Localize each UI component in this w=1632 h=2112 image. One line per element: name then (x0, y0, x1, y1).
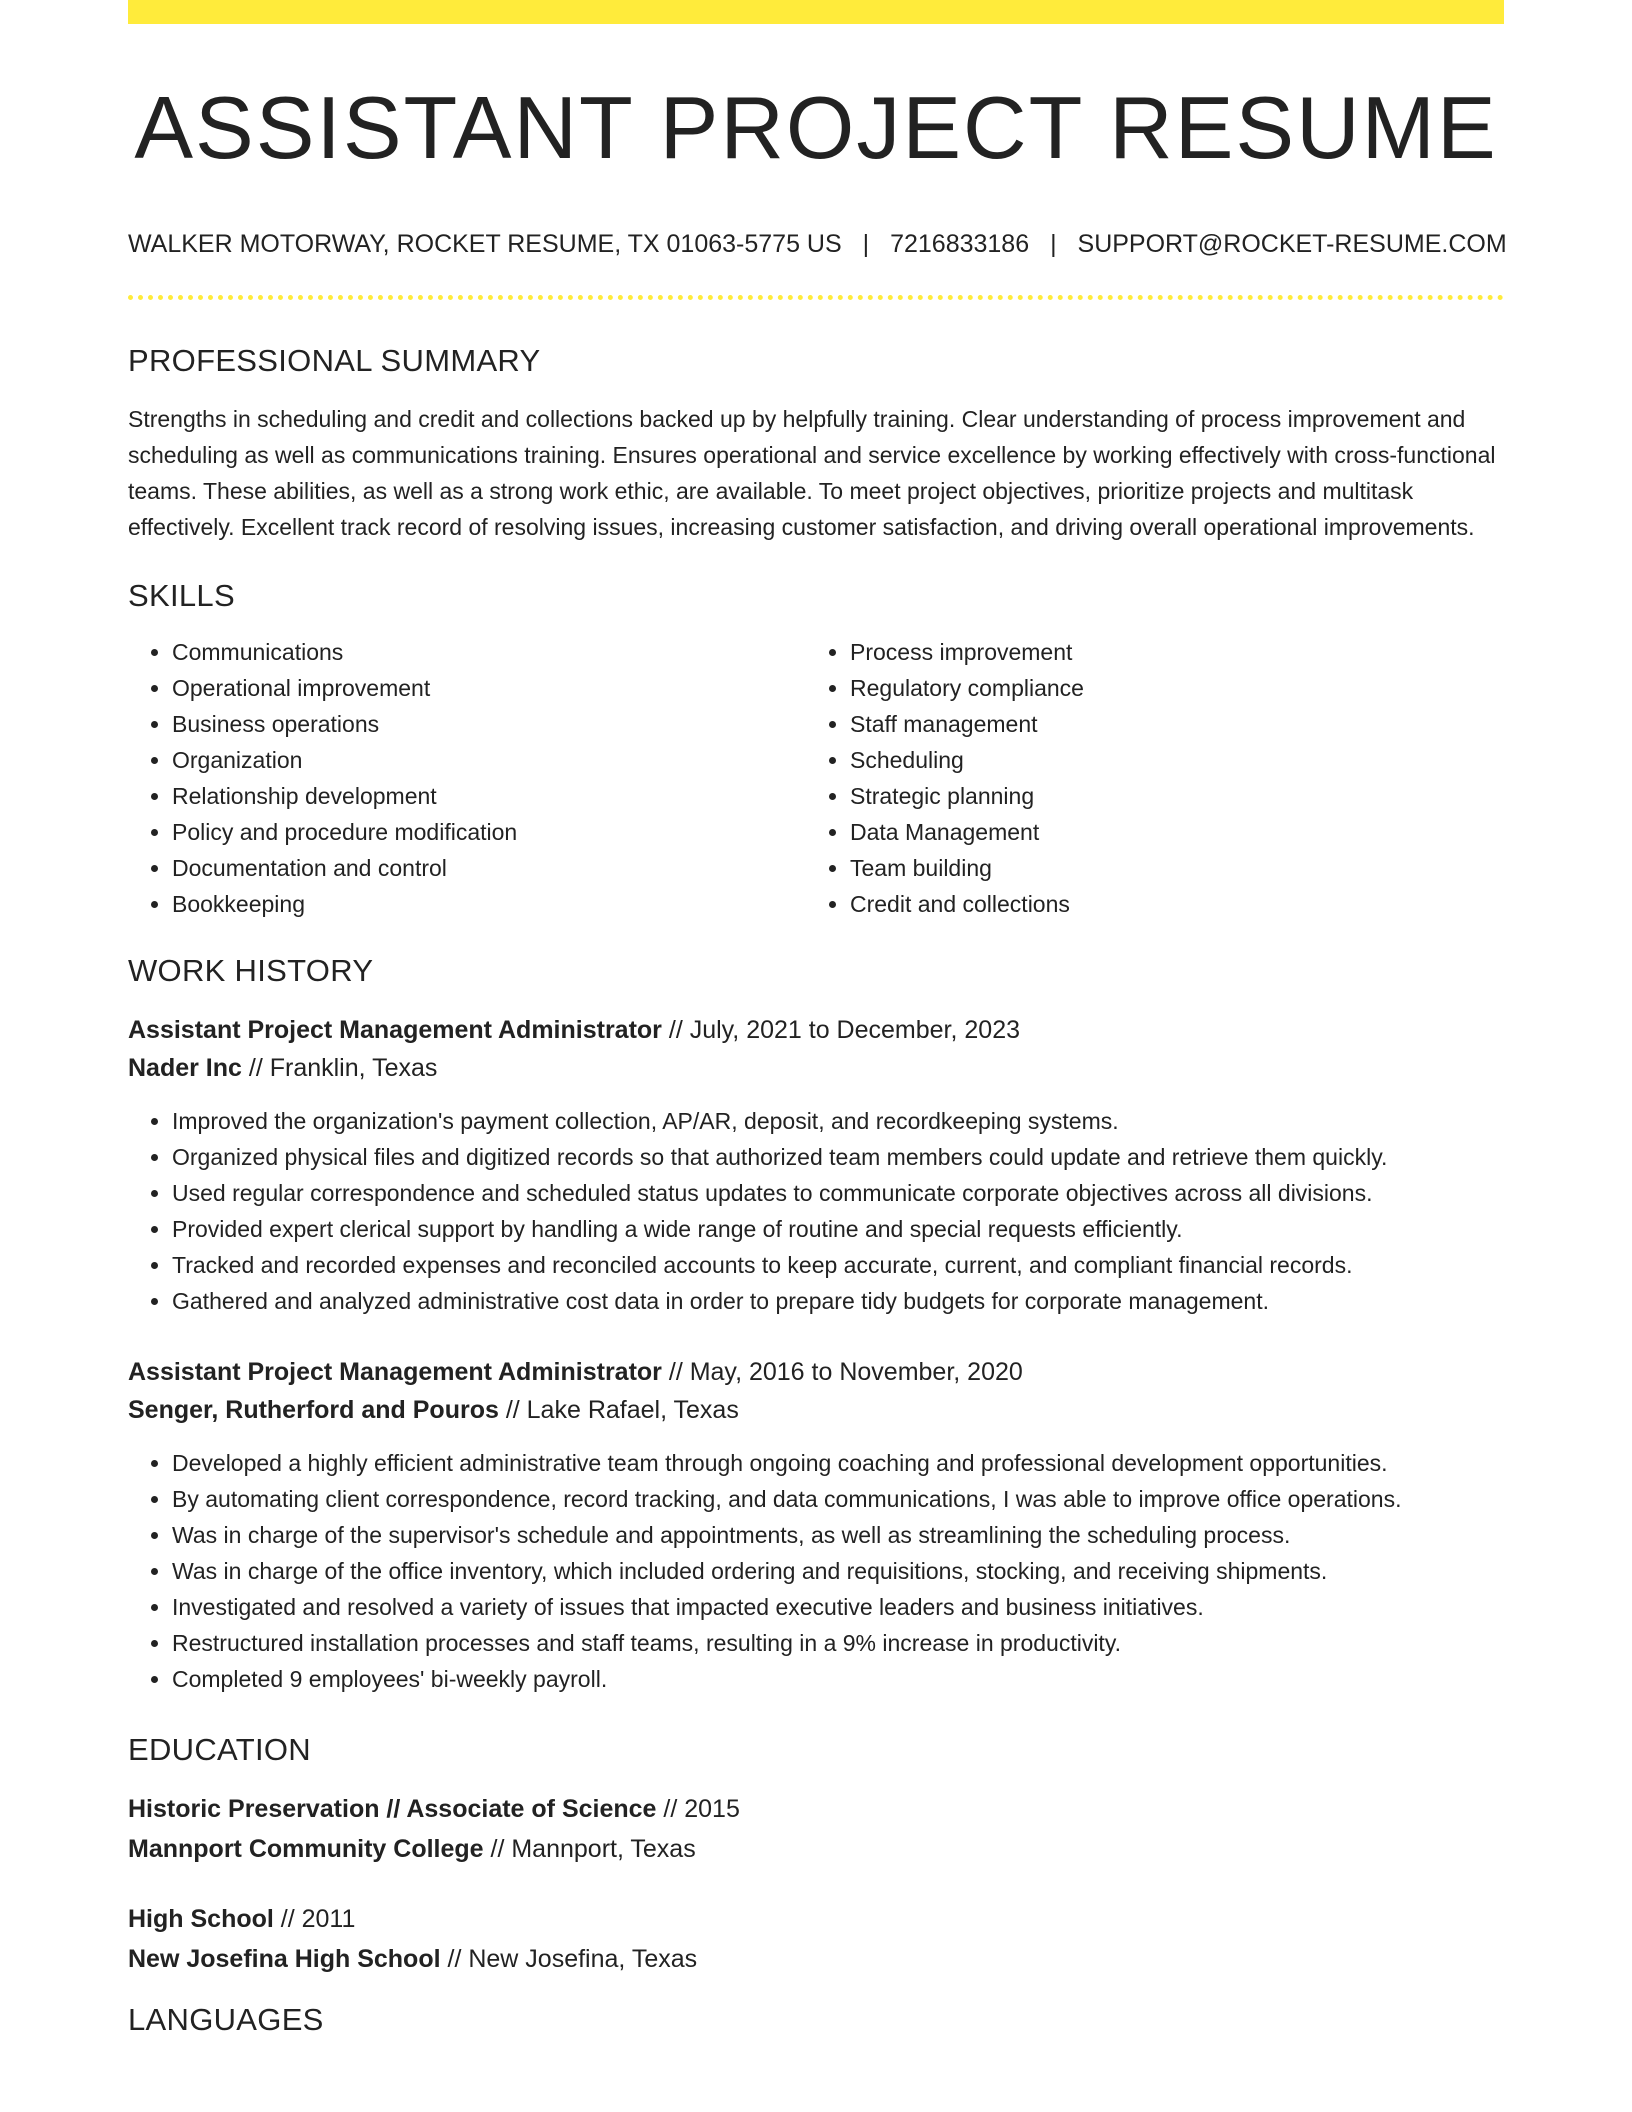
job-title-line (128, 1011, 1504, 1049)
job-title: Assistant Project Management Administrator (128, 1358, 662, 1387)
education-location: // Mannport, Texas (483, 1834, 696, 1863)
education-school: New Josefina High School (128, 1944, 441, 1973)
job-bullet: • Completed 9 employees' bi-weekly payroll. (172, 1661, 1504, 1697)
skill-item: • Strategic planning (850, 778, 1484, 814)
education-year: // 2015 (656, 1794, 740, 1823)
job-location: // Lake Rafael, Texas (498, 1396, 739, 1425)
education-degree-line (128, 1789, 1504, 1829)
job-bullet: • Was in charge of the office inventory, which included ordering and requisitions, stocking, and receiving shipments. (172, 1553, 1504, 1589)
job-title-line (128, 1353, 1504, 1391)
education-degree: Historic Preservation // Associate of Science (128, 1794, 657, 1823)
accent-bar (128, 0, 1504, 24)
education-school-line (128, 1939, 1504, 1979)
contact-address: WALKER MOTORWAY, ROCKET RESUME, TX 01063-5775 US (128, 229, 842, 258)
education-entry (128, 1899, 1504, 1979)
languages-heading: LANGUAGES (128, 2001, 324, 2037)
skill-item: • Staff management (850, 706, 1484, 742)
job-title: Assistant Project Management Administrator (128, 1016, 662, 1045)
skill-item: • Organization (172, 742, 806, 778)
education-location: // New Josefina, Texas (440, 1944, 698, 1973)
job-company-line (128, 1391, 1504, 1429)
skill-item: • Business operations (172, 706, 806, 742)
job-company: Nader Inc (128, 1054, 242, 1083)
skill-item: • Communications (172, 634, 806, 670)
education-degree-line (128, 1899, 1504, 1939)
contact-separator: | (862, 229, 870, 258)
skill-item: • Documentation and control (172, 850, 806, 886)
skills-list-right (806, 634, 1484, 922)
skill-item: • Data Management (850, 814, 1484, 850)
skill-item: • Credit and collections (850, 886, 1484, 922)
resume-title: ASSISTANT PROJECT RESUME (134, 78, 1498, 177)
skill-item: • Policy and procedure modification (172, 814, 806, 850)
job-bullet: • Investigated and resolved a variety of issues that impacted executive leaders and business initiatives. (172, 1589, 1504, 1625)
job-bullet: • Restructured installation processes and staff teams, resulting in a 9% increase in productivity. (172, 1625, 1504, 1661)
contact-email: SUPPORT@ROCKET-RESUME.COM (1077, 229, 1507, 258)
work-history-heading: WORK HISTORY (128, 953, 374, 989)
job-company-line (128, 1049, 1504, 1087)
job-bullet: • Was in charge of the supervisor's schedule and appointments, as well as streamlining the scheduling process. (172, 1517, 1504, 1553)
job-dates: // May, 2016 to November, 2020 (661, 1358, 1023, 1387)
job-entry (128, 1353, 1504, 1697)
skill-item: • Scheduling (850, 742, 1484, 778)
skill-item: • Relationship development (172, 778, 806, 814)
job-bullet: • Tracked and recorded expenses and reconciled accounts to keep accurate, current, and compliant financial records. (172, 1247, 1504, 1283)
skill-item: • Operational improvement (172, 670, 806, 706)
job-bullets (128, 1103, 1504, 1319)
skill-item: • Team building (850, 850, 1484, 886)
job-location: // Franklin, Texas (241, 1054, 438, 1083)
education-entry (128, 1789, 1504, 1869)
job-bullets (128, 1445, 1504, 1697)
contact-separator: | (1050, 229, 1057, 258)
contact-line (128, 229, 1507, 259)
skills-grid (128, 634, 1504, 922)
job-bullet: • Provided expert clerical support by handling a wide range of routine and special requests efficiently. (172, 1211, 1504, 1247)
job-bullet: • Gathered and analyzed administrative cost data in order to prepare tidy budgets for corporate management. (172, 1283, 1504, 1319)
education-year: // 2011 (273, 1904, 356, 1933)
skill-item: • Regulatory compliance (850, 670, 1484, 706)
dotted-divider (128, 295, 1504, 300)
job-bullet: • Developed a highly efficient administrative team through ongoing coaching and professional development opportunities. (172, 1445, 1504, 1481)
job-dates: // July, 2021 to December, 2023 (661, 1016, 1021, 1045)
job-company: Senger, Rutherford and Pouros (128, 1396, 499, 1425)
skills-list-left (128, 634, 806, 922)
resume-page (128, 0, 1507, 2038)
job-bullet: • By automating client correspondence, record tracking, and data communications, I was able to improve office operations. (172, 1481, 1504, 1517)
job-bullet: • Used regular correspondence and scheduled status updates to communicate corporate objectives across all divisions. (172, 1175, 1504, 1211)
summary-text: Strengths in scheduling and credit and collections backed up by helpfully training. Clear understanding of process improvement and scheduling as well as communications training. Ensures operational and service excellence by working effectively with cross-functional teams. These abilities, as well as a strong work ethic, are available. To meet project objectives, prioritize projects and multitask effectively. Excellent track record of resolving issues, increasing customer satisfaction, and driving overall operational improvements. (128, 405, 1496, 540)
skill-item: • Process improvement (850, 634, 1484, 670)
education-degree: High School (128, 1904, 274, 1933)
skills-heading: SKILLS (128, 577, 235, 613)
job-bullet: • Organized physical files and digitized records so that authorized team members could update and retrieve them quickly. (172, 1139, 1504, 1175)
summary-heading: PROFESSIONAL SUMMARY (128, 342, 541, 378)
education-school-line (128, 1829, 1504, 1869)
education-school: Mannport Community College (128, 1834, 484, 1863)
job-bullet: • Improved the organization's payment collection, AP/AR, deposit, and recordkeeping systems. (172, 1103, 1504, 1139)
job-entry (128, 1011, 1504, 1319)
skill-item: • Bookkeeping (172, 886, 806, 922)
education-heading: EDUCATION (128, 1732, 311, 1768)
contact-phone: 7216833186 (890, 229, 1030, 258)
